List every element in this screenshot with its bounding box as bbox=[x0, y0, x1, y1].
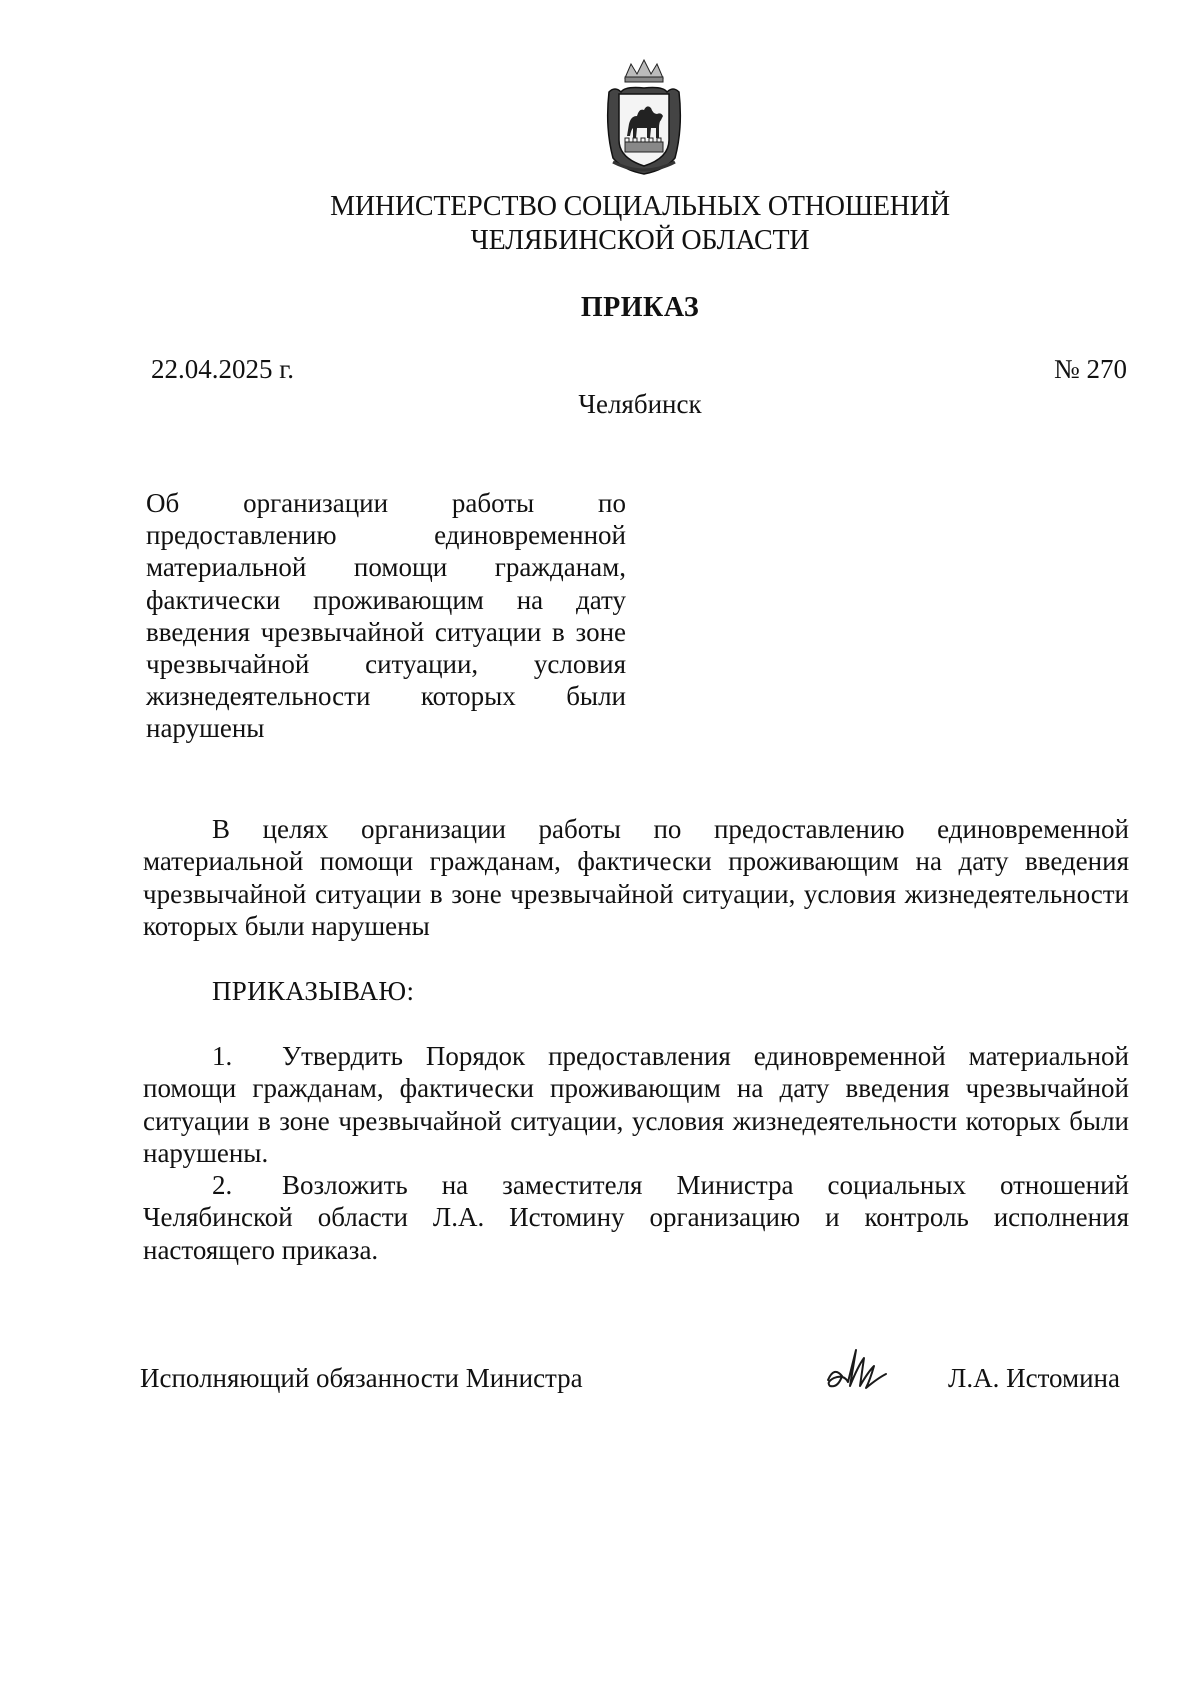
preamble-paragraph: В целях организации работы по предоставлению единовременной материальной помощи гражданам, фактически проживающим на дату введения чрезвычайной ситуации в зоне чрезвычайной ситуации, условия жизнедеятельности которых были нарушены bbox=[143, 814, 1129, 941]
item-text: Утвердить Порядок предоставления единовременной материальной помощи гражданам, фактически проживающим на дату введения чрезвычайной ситуации в зоне чрезвычайной ситуации, условия жизнедеятельности которых были нарушены. bbox=[143, 1041, 1129, 1168]
handwritten-signature-icon bbox=[820, 1336, 900, 1400]
coat-of-arms-icon bbox=[603, 58, 685, 178]
signer-name: Л.А. Истомина bbox=[948, 1363, 1120, 1393]
signer-position: Исполняющий обязанности Министра bbox=[140, 1363, 583, 1393]
command-word: ПРИКАЗЫВАЮ: bbox=[212, 976, 415, 1006]
order-items-list bbox=[143, 1040, 1129, 1266]
order-item bbox=[143, 1040, 1129, 1169]
ministry-name-line1: МИНИСТЕРСТВО СОЦИАЛЬНЫХ ОТНОШЕНИЙ bbox=[330, 191, 950, 222]
order-city: Челябинск bbox=[578, 389, 702, 419]
order-number: № 270 bbox=[1053, 354, 1127, 384]
order-subject: Об организации работы по предоставлению единовременной материальной помощи гражданам, фактически проживающим на дату введения чрезвычайной ситуации в зоне чрезвычайной ситуации, условия жизнедеятельности которых были нарушены bbox=[146, 488, 626, 744]
order-date: 22.04.2025 г. bbox=[151, 354, 295, 384]
document-type-title: ПРИКАЗ bbox=[580, 292, 700, 323]
item-text: Возложить на заместителя Министра социальных отношений Челябинской области Л.А. Истомину организацию и контроль исполнения настоящего приказа. bbox=[143, 1170, 1129, 1265]
item-number: 2. bbox=[212, 1170, 233, 1201]
item-number: 1. bbox=[212, 1041, 233, 1071]
order-item bbox=[143, 1169, 1129, 1266]
ministry-name-line2: ЧЕЛЯБИНСКОЙ ОБЛАСТИ bbox=[470, 225, 810, 256]
